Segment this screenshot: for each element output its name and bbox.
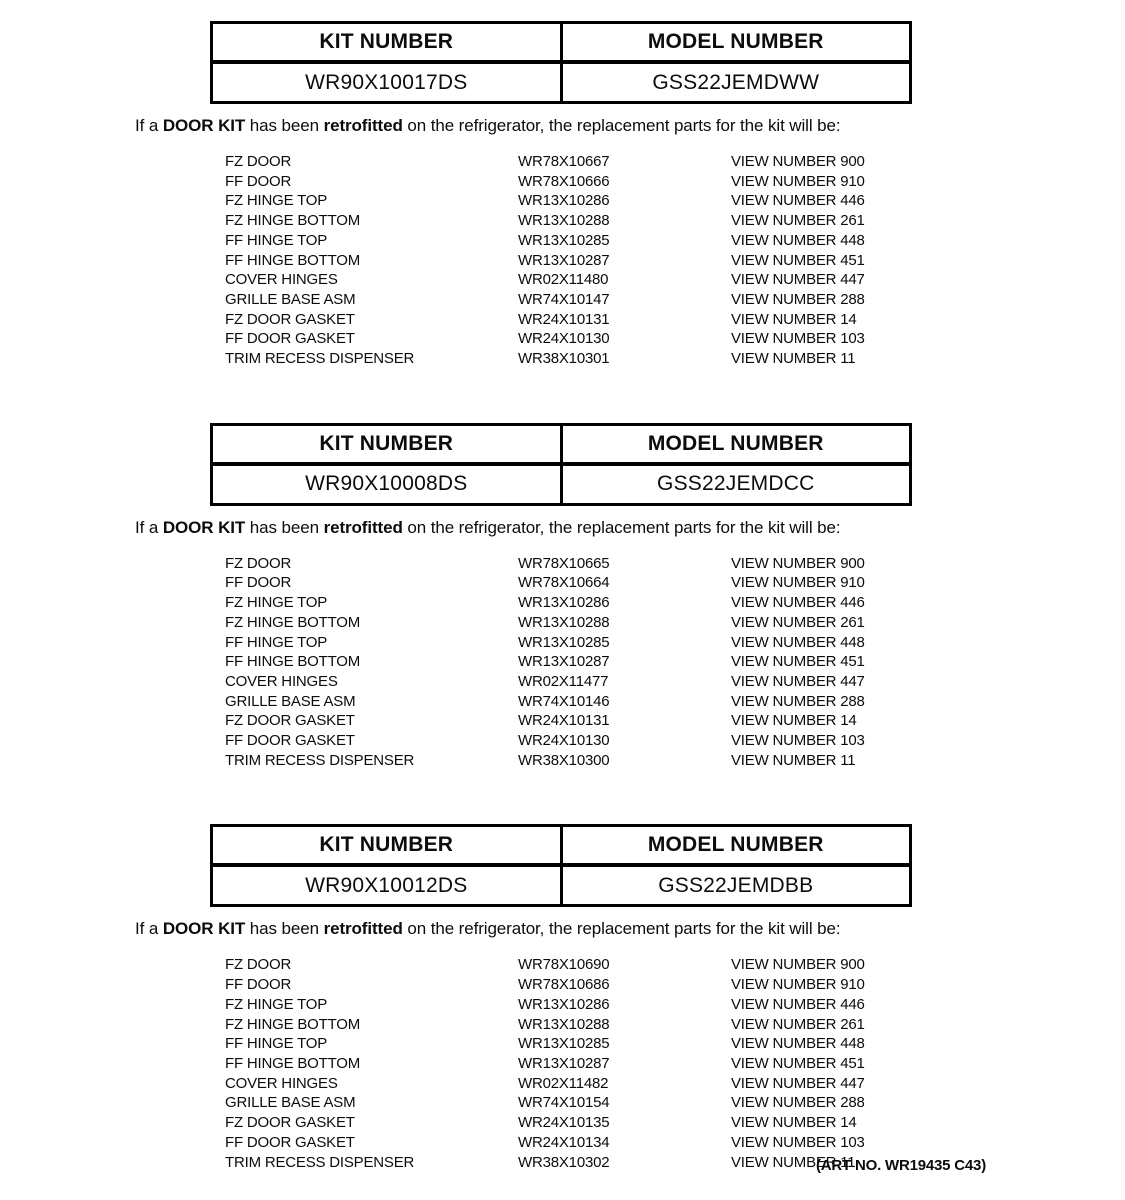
part-row [225, 1054, 1125, 1074]
kit-model-table [210, 21, 912, 104]
sentence-bold-retrofitted: retrofitted [323, 116, 403, 135]
part-view-number: VIEW NUMBER 446 [731, 594, 865, 612]
part-name: FF HINGE TOP [225, 1035, 328, 1053]
sentence-text: has been [245, 919, 324, 939]
part-name: COVER HINGES [225, 271, 338, 289]
part-name: FZ HINGE TOP [225, 594, 328, 612]
part-view-number: VIEW NUMBER 288 [731, 290, 865, 308]
sentence-bold-retrofitted: retrofitted [323, 919, 403, 939]
part-view-number: VIEW NUMBER 446 [731, 995, 865, 1013]
part-number: WR38X10300 [518, 751, 610, 769]
sentence-text: has been [245, 116, 324, 135]
part-name: FF DOOR GASKET [225, 1133, 355, 1151]
part-row [225, 349, 1125, 369]
part-number: WR24X10131 [518, 712, 610, 730]
part-view-number: VIEW NUMBER 910 [731, 172, 865, 190]
part-name: FF HINGE TOP [225, 633, 328, 651]
sentence-bold-door-kit: DOOR KIT [162, 517, 246, 537]
part-view-number: VIEW NUMBER 900 [731, 956, 865, 974]
part-row [225, 152, 1125, 172]
part-view-number: VIEW NUMBER 14 [731, 310, 857, 328]
part-number: WR13X10287 [518, 1054, 610, 1072]
part-row [225, 995, 1125, 1015]
parts-list [225, 152, 1125, 369]
model-number-value: GSS22JEMDCC [561, 464, 911, 505]
sentence-text: on the refrigerator, the replacement parts for the kit will be: [402, 517, 841, 537]
part-view-number: VIEW NUMBER 447 [731, 672, 865, 690]
kit-model-table [210, 824, 912, 907]
part-view-number: VIEW NUMBER 910 [731, 976, 865, 994]
part-number: WR74X10154 [518, 1094, 610, 1112]
part-view-number: VIEW NUMBER 103 [731, 1133, 865, 1151]
part-name: FZ DOOR [225, 956, 292, 974]
part-name: FF DOOR [225, 574, 292, 592]
sentence-bold-door-kit: DOOR KIT [162, 919, 246, 939]
part-number: WR02X11480 [518, 271, 609, 289]
part-number: WR78X10667 [518, 153, 610, 170]
part-name: GRILLE BASE ASM [225, 1094, 356, 1112]
sentence-text: If a [135, 517, 163, 537]
part-name: GRILLE BASE ASM [225, 290, 356, 308]
kit-number-value: WR90X10012DS [212, 865, 562, 906]
sentence-text: on the refrigerator, the replacement parts for the kit will be: [402, 116, 841, 135]
part-name: FZ HINGE TOP [225, 192, 328, 210]
part-number: WR13X10288 [518, 212, 610, 230]
part-view-number: VIEW NUMBER 14 [731, 1114, 857, 1132]
part-row [225, 310, 1125, 330]
part-number: WR24X10131 [518, 310, 610, 328]
part-row [225, 711, 1125, 731]
part-view-number: VIEW NUMBER 900 [731, 153, 865, 170]
part-view-number: VIEW NUMBER 288 [731, 692, 865, 710]
kit-number-value: WR90X10017DS [212, 62, 562, 103]
kit-number-header: KIT NUMBER [212, 23, 562, 63]
model-number-header: MODEL NUMBER [561, 424, 911, 464]
retrofit-sentence [135, 919, 1125, 939]
part-name: FZ DOOR [225, 153, 292, 170]
part-row [225, 172, 1125, 192]
part-row [225, 731, 1125, 751]
part-row [225, 1074, 1125, 1094]
retrofit-sentence [135, 116, 1125, 136]
part-number: WR13X10286 [518, 594, 610, 612]
part-number: WR02X11482 [518, 1074, 609, 1092]
part-name: GRILLE BASE ASM [225, 692, 356, 710]
part-name: TRIM RECESS DISPENSER [225, 751, 415, 769]
part-view-number: VIEW NUMBER 451 [731, 1054, 865, 1072]
part-number: WR13X10286 [518, 192, 610, 210]
part-number: WR78X10665 [518, 554, 610, 572]
model-number-header: MODEL NUMBER [561, 826, 911, 866]
part-number: WR13X10288 [518, 613, 610, 631]
part-number: WR13X10287 [518, 653, 610, 671]
sentence-text: has been [245, 517, 324, 537]
part-row [225, 955, 1125, 975]
sentence-text: on the refrigerator, the replacement parts for the kit will be: [402, 919, 841, 939]
part-name: COVER HINGES [225, 1074, 338, 1092]
part-view-number: VIEW NUMBER 11 [731, 350, 856, 368]
part-name: FZ DOOR [225, 554, 292, 572]
part-view-number: VIEW NUMBER 448 [731, 231, 865, 249]
kit-section-1 [0, 0, 1125, 369]
retrofit-sentence [135, 518, 1125, 538]
part-name: FF HINGE TOP [225, 231, 328, 249]
part-view-number: VIEW NUMBER 11 [731, 1153, 856, 1171]
part-name: FF HINGE BOTTOM [225, 251, 361, 269]
part-view-number: VIEW NUMBER 448 [731, 1035, 865, 1053]
part-row [225, 270, 1125, 290]
model-number-header: MODEL NUMBER [561, 23, 911, 63]
sentence-text: If a [135, 919, 163, 939]
part-number: WR13X10288 [518, 1015, 610, 1033]
part-name: FF HINGE BOTTOM [225, 653, 361, 671]
part-view-number: VIEW NUMBER 103 [731, 732, 865, 750]
part-number: WR78X10666 [518, 172, 610, 190]
part-row [225, 251, 1125, 271]
part-name: FZ DOOR GASKET [225, 712, 355, 730]
part-view-number: VIEW NUMBER 261 [731, 613, 865, 631]
part-row [225, 751, 1125, 771]
part-row [225, 692, 1125, 712]
part-row [225, 329, 1125, 349]
part-number: WR78X10686 [518, 976, 610, 994]
kit-section-2 [0, 423, 1125, 771]
part-view-number: VIEW NUMBER 11 [731, 751, 856, 769]
part-number: WR78X10690 [518, 956, 610, 974]
part-number: WR02X11477 [518, 672, 609, 690]
part-row [225, 211, 1125, 231]
part-name: TRIM RECESS DISPENSER [225, 350, 415, 368]
part-name: FF HINGE BOTTOM [225, 1054, 361, 1072]
part-row [225, 573, 1125, 593]
part-number: WR24X10130 [518, 732, 610, 750]
part-number: WR13X10287 [518, 251, 610, 269]
part-view-number: VIEW NUMBER 446 [731, 192, 865, 210]
part-number: WR24X10134 [518, 1133, 610, 1151]
part-name: FF DOOR GASKET [225, 732, 355, 750]
part-number: WR78X10664 [518, 574, 610, 592]
part-name: FZ DOOR GASKET [225, 1114, 355, 1132]
part-name: FF DOOR [225, 976, 292, 994]
part-view-number: VIEW NUMBER 288 [731, 1094, 865, 1112]
part-view-number: VIEW NUMBER 447 [731, 1074, 865, 1092]
part-row [225, 1133, 1125, 1153]
art-number: (ART NO. WR19435 C43) [815, 1157, 986, 1174]
part-name: FZ HINGE BOTTOM [225, 613, 361, 631]
parts-list [225, 554, 1125, 771]
kit-model-table [210, 423, 912, 506]
parts-list [225, 955, 1125, 1172]
part-name: FF DOOR GASKET [225, 330, 355, 348]
part-row [225, 1015, 1125, 1035]
part-name: FZ HINGE TOP [225, 995, 328, 1013]
part-view-number: VIEW NUMBER 103 [731, 330, 865, 348]
part-row [225, 191, 1125, 211]
part-view-number: VIEW NUMBER 14 [731, 712, 857, 730]
part-row [225, 975, 1125, 995]
part-number: WR38X10301 [518, 350, 610, 368]
part-number: WR74X10147 [518, 290, 610, 308]
kit-section-3 [0, 824, 1125, 1172]
part-row [225, 1113, 1125, 1133]
part-row [225, 231, 1125, 251]
part-view-number: VIEW NUMBER 451 [731, 251, 865, 269]
part-number: WR13X10285 [518, 231, 610, 249]
part-name: FZ HINGE BOTTOM [225, 212, 361, 230]
part-view-number: VIEW NUMBER 451 [731, 653, 865, 671]
kit-number-header: KIT NUMBER [212, 826, 562, 866]
part-row [225, 1093, 1125, 1113]
part-name: FZ HINGE BOTTOM [225, 1015, 361, 1033]
part-number: WR24X10135 [518, 1114, 610, 1132]
part-row [225, 672, 1125, 692]
part-number: WR74X10146 [518, 692, 610, 710]
part-name: FF DOOR [225, 172, 292, 190]
kit-number-value: WR90X10008DS [212, 464, 562, 505]
part-row [225, 652, 1125, 672]
part-number: WR13X10286 [518, 995, 610, 1013]
part-number: WR38X10302 [518, 1153, 610, 1171]
part-number: WR13X10285 [518, 1035, 610, 1053]
part-row [225, 593, 1125, 613]
part-row [225, 633, 1125, 653]
part-row [225, 613, 1125, 633]
part-view-number: VIEW NUMBER 261 [731, 1015, 865, 1033]
part-view-number: VIEW NUMBER 910 [731, 574, 865, 592]
sentence-bold-door-kit: DOOR KIT [162, 116, 246, 135]
part-number: WR13X10285 [518, 633, 610, 651]
part-view-number: VIEW NUMBER 261 [731, 212, 865, 230]
part-name: FZ DOOR GASKET [225, 310, 355, 328]
part-row [225, 554, 1125, 574]
sentence-bold-retrofitted: retrofitted [323, 517, 403, 537]
part-name: COVER HINGES [225, 672, 338, 690]
part-number: WR24X10130 [518, 330, 610, 348]
part-view-number: VIEW NUMBER 447 [731, 271, 865, 289]
kit-number-header: KIT NUMBER [212, 424, 562, 464]
part-view-number: VIEW NUMBER 448 [731, 633, 865, 651]
part-row [225, 1153, 1125, 1173]
part-row [225, 290, 1125, 310]
model-number-value: GSS22JEMDBB [561, 865, 911, 906]
part-name: TRIM RECESS DISPENSER [225, 1153, 415, 1171]
sentence-text: If a [135, 116, 163, 135]
model-number-value: GSS22JEMDWW [561, 62, 911, 103]
part-row [225, 1034, 1125, 1054]
part-view-number: VIEW NUMBER 900 [731, 554, 865, 572]
